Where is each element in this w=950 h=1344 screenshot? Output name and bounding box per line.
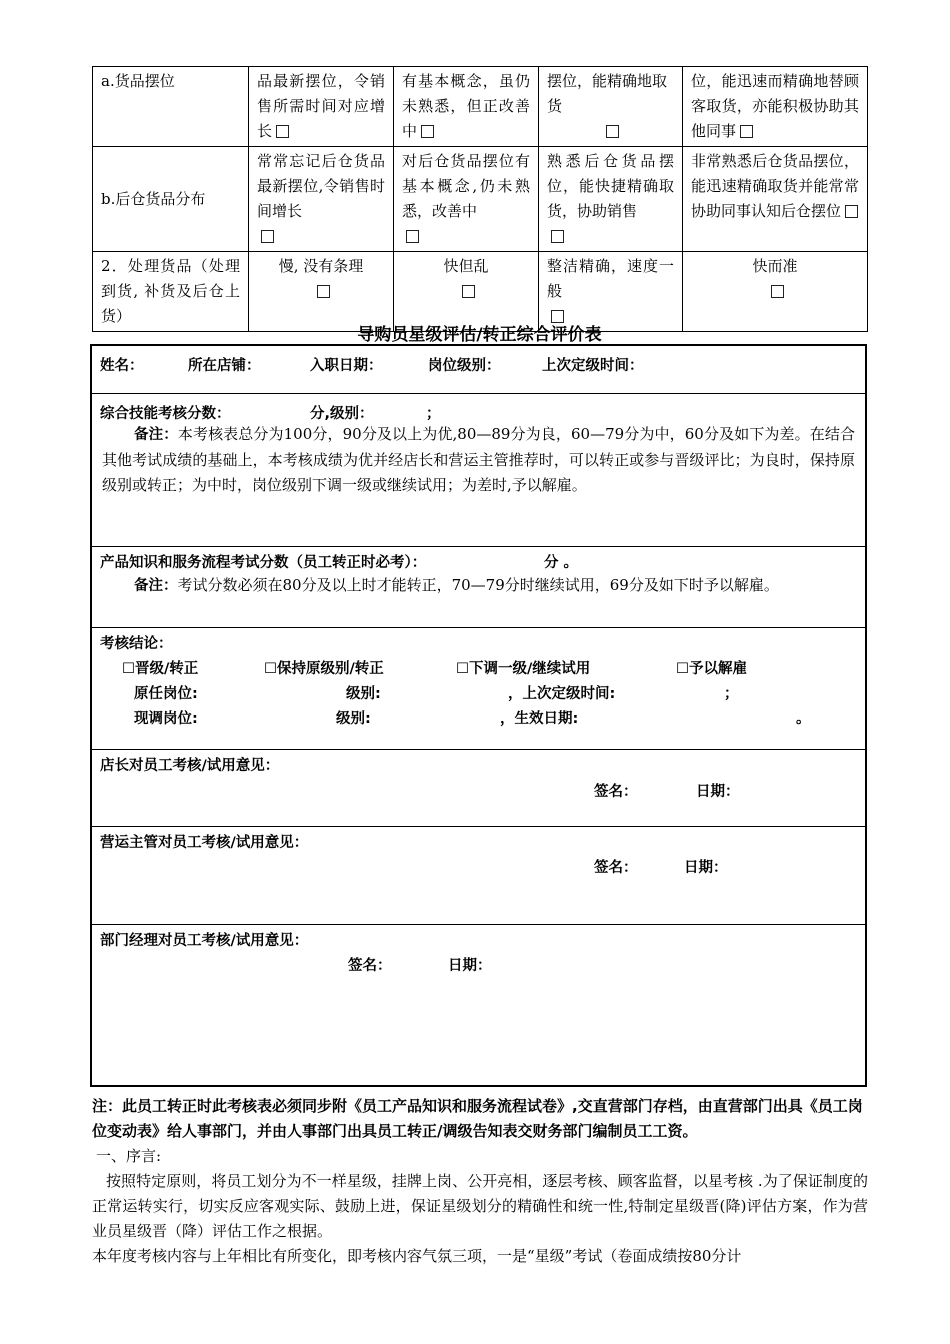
cell-level-4: 快而准 [683, 252, 868, 332]
table-row [93, 67, 868, 147]
cell-level-3: 摆位，能精确地取货 [539, 67, 683, 147]
skill-remark: 备注：本考核表总分为100分，90分及以上为优,80—89分为良，60—79分为中，60分及如下为差。在结合其他考试成绩的基础上，本考核成绩为优并经店长和营运主管推荐时，可以转正或参与晋级评比；为良时，保持原级别或转正；为中时，岗位级别下调一级或继续试用；为差时,予以解雇。 [102, 425, 855, 494]
preface-heading: 一、序言: [96, 1147, 162, 1165]
ops-supervisor-date: 日期： [684, 860, 728, 876]
conclusion-section [92, 628, 865, 750]
store-label: 所在店铺： [188, 358, 261, 374]
form-title: 导购员星级评估/转正综合评价表 [357, 325, 602, 345]
store-manager-label: 店长对员工考核/试用意见： [100, 758, 280, 774]
exam-score-section [92, 547, 865, 628]
cell-level-3: 整洁精确，速度一般 [539, 252, 683, 332]
header-section [92, 346, 865, 394]
new-end: 。 [796, 711, 811, 727]
cell-level-2: 对后仓货品摆位有基本概念,仍未熟悉，改善中 [394, 147, 539, 252]
checkbox-icon[interactable] [845, 205, 858, 218]
checkbox-icon[interactable] [606, 125, 619, 138]
row-label-handling: 2．处理货品（处理到货, 补货及后仓上货） [93, 252, 249, 332]
skill-level-label: 分,级别： [310, 406, 374, 422]
skill-score-label: 综合技能考核分数： [100, 406, 231, 422]
last-rating-label: 上次定级时间： [542, 358, 644, 374]
checkbox-icon[interactable] [406, 230, 419, 243]
table-row [93, 147, 868, 252]
level-label: 岗位级别： [428, 358, 501, 374]
option-promote[interactable]: ☐晋级/转正 [122, 661, 199, 677]
preface-paragraph-1: 按照特定原则，将员工划分为不一样星级，挂牌上岗、公开亮相，逐层考核、顾客监督，以星考核 .为了保证制度的正常运转实行，切实反应客观实际、鼓励上进，保证星级划分的精确性和统一性,特制定星级晋(降)评估方案，作为营业员星级晋（降）评估工作之根据。 [92, 1172, 868, 1240]
cell-level-1: 品最新摆位，令销售所需时间对应增长 [249, 67, 394, 147]
store-manager-date: 日期： [696, 784, 740, 800]
row-label-storage: b.后仓货品分布 [93, 147, 249, 252]
exam-remark: 备注：考试分数必须在80分及以上时才能转正，70—79分时继续试用，69分及如下时予以解雇。 [134, 576, 779, 594]
ops-supervisor-label: 营运主管对员工考核/试用意见： [100, 835, 309, 851]
ops-supervisor-sign: 签名： [594, 860, 638, 876]
evaluation-form [90, 344, 867, 1087]
store-manager-section [92, 750, 865, 827]
orig-post-label: 原任岗位: [134, 686, 198, 702]
orig-end: ； [724, 686, 739, 702]
conclusion-label: 考核结论： [100, 636, 173, 652]
cell-level-4: 位，能迅速而精确地替顾客取货，亦能积极协助其他同事 [683, 67, 868, 147]
ops-supervisor-section [92, 827, 865, 925]
option-dismiss[interactable]: ☐予以解雇 [676, 661, 747, 677]
skill-score-section [92, 394, 865, 547]
dept-manager-date: 日期： [448, 958, 492, 974]
cell-level-1: 慢, 没有条理 [249, 252, 394, 332]
dept-manager-label: 部门经理对员工考核/试用意见： [100, 933, 309, 949]
checkbox-icon[interactable] [551, 230, 564, 243]
dept-manager-sign: 签名： [348, 958, 392, 974]
new-date-label: ，生效日期: [500, 711, 579, 727]
checkbox-icon[interactable] [317, 285, 330, 298]
option-downgrade[interactable]: ☐下调一级/继续试用 [456, 661, 591, 677]
orig-level-label: 级别: [346, 686, 381, 702]
orig-time-label: ，上次定级时间: [508, 686, 616, 702]
name-label: 姓名： [100, 358, 144, 374]
checkbox-icon[interactable] [740, 125, 753, 138]
row-label-display: a.货品摆位 [93, 67, 249, 147]
cell-level-2: 快但乱 [394, 252, 539, 332]
skill-end: ； [426, 406, 441, 422]
new-post-label: 现调岗位: [134, 711, 198, 727]
footnote: 注：此员工转正时此考核表必须同步附《员工产品知识和服务流程试卷》,交直营部门存档，由直营部门出具《员工岗位变动表》给人事部门，并由人事部门出具员工转正/调级告知表交财务部门编制员工工资。 [92, 1097, 863, 1140]
criteria-table [92, 66, 868, 332]
checkbox-icon[interactable] [421, 125, 434, 138]
preface-paragraph-2: 本年度考核内容与上年相比有所变化，即考核内容气氛三项，一是“星级”考试（卷面成绩按80分计 [92, 1247, 742, 1265]
checkbox-icon[interactable] [261, 230, 274, 243]
dept-manager-section [92, 925, 865, 1085]
cell-level-2: 有基本概念，虽仍未熟悉，但正改善中 [394, 67, 539, 147]
cell-level-1: 常常忘记后仓货品最新摆位,令销售时间增长 [249, 147, 394, 252]
cell-level-4: 非常熟悉后仓货品摆位，能迅速精确取货并能常常协助同事认知后仓摆位 [683, 147, 868, 252]
checkbox-icon[interactable] [771, 285, 784, 298]
checkbox-icon[interactable] [462, 285, 475, 298]
checkbox-icon[interactable] [276, 125, 289, 138]
store-manager-sign: 签名： [594, 784, 638, 800]
new-level-label: 级别: [336, 711, 371, 727]
exam-score-unit: 分 。 [544, 555, 579, 571]
hire-date-label: 入职日期： [310, 358, 383, 374]
cell-level-3: 熟悉后仓货品摆位，能快捷精确取货，协助销售 [539, 147, 683, 252]
option-keep-level[interactable]: ☐保持原级别/转正 [264, 661, 384, 677]
exam-score-label: 产品知识和服务流程考试分数（员工转正时必考）： [100, 555, 427, 571]
